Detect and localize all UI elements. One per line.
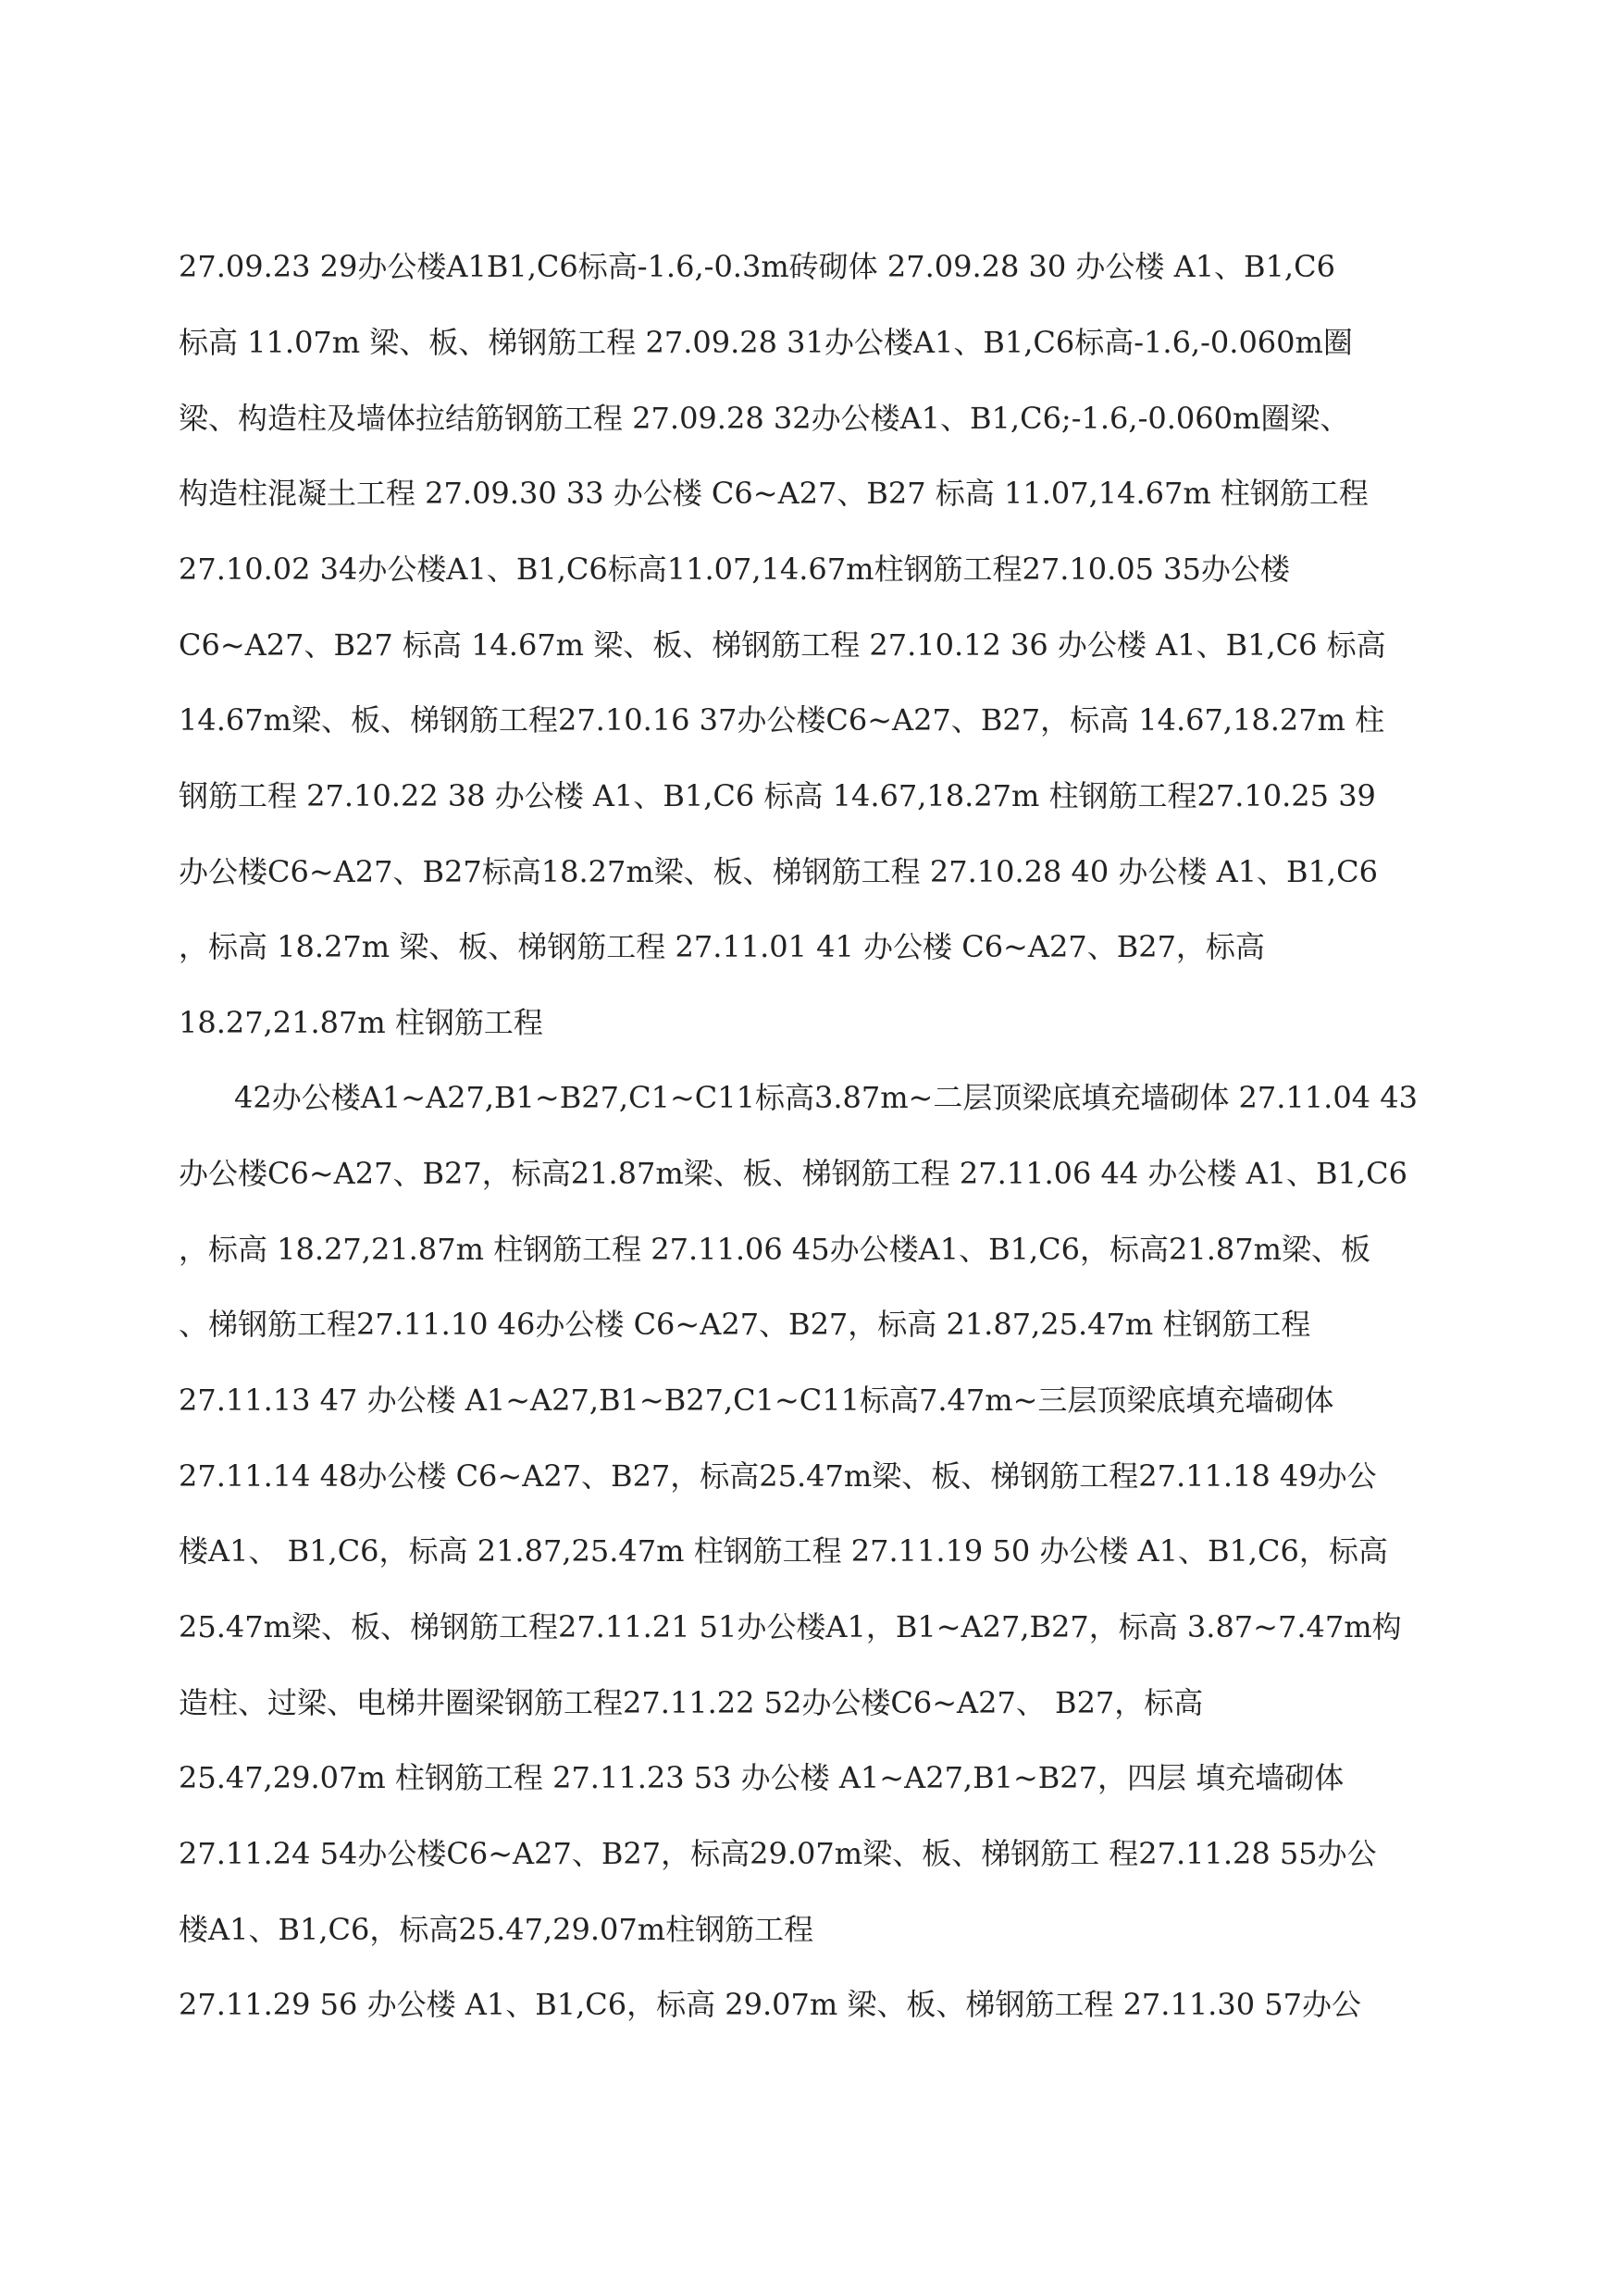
text-line: 梁、构造柱及墙体拉结筋钢筋工程 27.09.28 32办公楼A1、B1,C6;-1.6,-0.060m圈梁、 [179, 401, 1350, 436]
text-line: 18.27,21.87m 柱钢筋工程 [179, 1005, 543, 1040]
text-line: 楼A1、B1,C6，标高25.47,29.07m柱钢筋工程 [179, 1912, 814, 1947]
text-line: 构造柱混凝土工程 27.09.30 33 办公楼 C6~A27、B27 标高 11.07,14.67m 柱钢筋工程 [179, 476, 1369, 511]
text-line: 标高 11.07m 梁、板、梯钢筋工程 27.09.28 31办公楼A1、B1,C6标高-1.6,-0.060m圈 [179, 325, 1353, 360]
text-line: 办公楼C6~A27、B27，标高21.87m梁、板、梯钢筋工程 27.11.06 44 办公楼 A1、B1,C6 [179, 1156, 1407, 1191]
text-line: 、梯钢筋工程27.11.10 46办公楼 C6~A27、B27，标高 21.87,25.47m 柱钢筋工程 [179, 1307, 1311, 1342]
text-line: 办公楼C6~A27、B27标高18.27m梁、板、梯钢筋工程 27.10.28 40 办公楼 A1、B1,C6 [179, 854, 1378, 889]
text-line: 27.11.29 56 办公楼 A1、B1,C6，标高 29.07m 梁、板、梯钢筋工程 27.11.30 57办公 [179, 1987, 1361, 2022]
text-line: 25.47m梁、板、梯钢筋工程27.11.21 51办公楼A1，B1~A27,B27，标高 3.87~7.47m构 [179, 1609, 1402, 1644]
text-line: 25.47,29.07m 柱钢筋工程 27.11.23 53 办公楼 A1~A27,B1~B27，四层 填充墙砌体 [179, 1760, 1345, 1795]
text-line: 27.11.24 54办公楼C6~A27、B27，标高29.07m梁、板、梯钢筋工 程27.11.28 55办公 [179, 1836, 1377, 1871]
text-line: 42办公楼A1~A27,B1~B27,C1~C11标高3.87m~二层顶梁底填充墙砌体 27.11.04 43 [234, 1080, 1418, 1115]
text-line: 楼A1、 B1,C6，标高 21.87,25.47m 柱钢筋工程 27.11.19 50 办公楼 A1、B1,C6，标高 [179, 1533, 1388, 1569]
text-line: 14.67m梁、板、梯钢筋工程27.10.16 37办公楼C6~A27、B27，标高 14.67,18.27m 柱 [179, 702, 1385, 738]
text-line: ，标高 18.27,21.87m 柱钢筋工程 27.11.06 45办公楼A1、B1,C6，标高21.87m梁、板 [179, 1232, 1370, 1267]
text-line: 钢筋工程 27.10.22 38 办公楼 A1、B1,C6 标高 14.67,18.27m 柱钢筋工程27.10.25 39 [179, 778, 1376, 813]
text-line: 27.11.13 47 办公楼 A1~A27,B1~B27,C1~C11标高7.47m~三层顶梁底填充墙砌体 [179, 1383, 1334, 1418]
text-line: 27.10.02 34办公楼A1、B1,C6标高11.07,14.67m柱钢筋工程27.10.05 35办公楼 [179, 552, 1290, 587]
text-line: 造柱、过梁、电梯井圈梁钢筋工程27.11.22 52办公楼C6~A27、 B27，标高 [179, 1685, 1204, 1720]
text-line: 27.09.23 29办公楼A1B1,C6标高-1.6,-0.3m砖砌体 27.09.28 30 办公楼 A1、B1,C6 [179, 249, 1335, 284]
text-line: 27.11.14 48办公楼 C6~A27、B27，标高25.47m梁、板、梯钢筋工程27.11.18 49办公 [179, 1458, 1377, 1494]
text-line: C6~A27、B27 标高 14.67m 梁、板、梯钢筋工程 27.10.12 36 办公楼 A1、B1,C6 标高 [179, 627, 1386, 663]
text-line: ，标高 18.27m 梁、板、梯钢筋工程 27.11.01 41 办公楼 C6~A27、B27，标高 [179, 929, 1265, 964]
